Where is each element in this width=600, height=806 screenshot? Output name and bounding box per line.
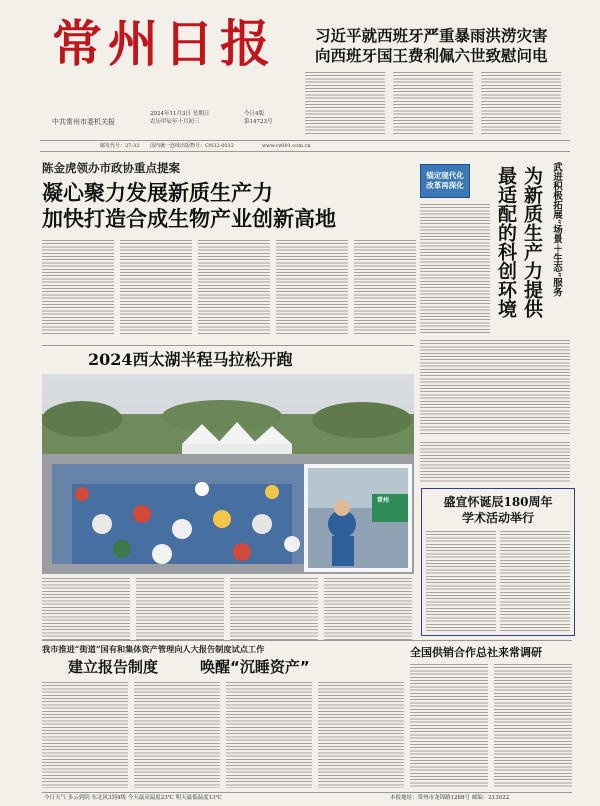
lead-kicker: 陈金虎领办市政协重点提案 (42, 161, 180, 175)
bottom-divider (42, 640, 572, 641)
photo-caption-1 (42, 578, 130, 640)
top-right-body-1 (305, 72, 385, 134)
lead-body-1 (42, 240, 114, 336)
masthead-divider-2 (40, 151, 570, 152)
boxed-headline-1: 盛宣怀诞辰180周年 (443, 495, 553, 509)
side-body-1 (420, 204, 490, 334)
footer-info: 本报地址：常州市龙锦路1288号 邮编：213022 (390, 795, 510, 801)
photo-headline: 2024西太湖半程马拉松开跑 (88, 350, 293, 369)
photo-top-rule (42, 345, 414, 346)
side-body-3 (420, 442, 570, 482)
boxed-headline-2: 学术活动举行 (461, 511, 534, 525)
photo-caption-2 (136, 578, 224, 640)
bottom-right-body-2 (494, 664, 572, 788)
side-headline-2: 最适配的科创环境 (495, 166, 517, 318)
top-right-headline-2: 向西班牙国王费利佩六世致慰问电 (315, 46, 548, 65)
footer-rule (42, 792, 572, 793)
bottom-right-headline: 全国供销合作总社来常调研 (410, 646, 542, 659)
bottom-left-body-2 (134, 682, 220, 788)
top-right-body-2 (393, 72, 473, 134)
top-right-body-3 (481, 72, 561, 134)
lunar-line: 农历甲辰年十月初三 (150, 119, 200, 125)
website: www.cz001.com.cn (262, 143, 311, 149)
side-tag (420, 164, 470, 198)
side-body-2 (420, 340, 570, 436)
edition: 今日4版 (244, 111, 264, 117)
photo-caption-4 (324, 578, 412, 640)
bottom-left-body-4 (318, 682, 404, 788)
bottom-left-headline-b: 唤醒“沉睡资产” (200, 658, 310, 676)
marathon-photo-graphic (42, 374, 414, 574)
boxed-body-2 (500, 531, 570, 631)
lead-body-3 (198, 240, 270, 336)
bottom-left-body-1 (42, 682, 128, 788)
lead-headline-1: 凝心聚力发展新质生产力 (42, 181, 273, 205)
marathon-photo (42, 374, 414, 574)
boxed-body-1 (426, 531, 496, 631)
side-tag-line-2: 改革再深化 (426, 181, 464, 190)
lead-body-4 (276, 240, 348, 336)
issue: 第14723号 (244, 119, 273, 125)
lead-body-5 (354, 240, 416, 336)
top-right-headline-1: 习近平就西班牙严重暴雨洪涝灾害 (315, 26, 548, 45)
footer-weather: 今日天气 多云到阴 东北风3到4级 今天最高温度23℃ 明天最低温度13℃ (44, 795, 222, 801)
cn-label: 国内统一连续出版物号：CN32-0012 (150, 143, 234, 149)
publisher: 中共常州市委机关报 (52, 118, 115, 126)
bottom-left-kicker: 我市推进“街道”国有和集体资产管理向人大报告制度试点工作 (42, 644, 265, 654)
boxed-story (421, 488, 575, 636)
bottom-right-body-1 (410, 664, 488, 788)
date-line: 2024年11月3日 星期日 (150, 111, 210, 117)
lead-body-2 (120, 240, 192, 336)
photo-caption-3 (230, 578, 318, 640)
lead-headline-2: 加快打造合成生物产业创新高地 (42, 207, 336, 231)
photo-inset-label: 常州 (377, 497, 390, 504)
bottom-left-body-3 (226, 682, 312, 788)
code-label: 邮发代号：27-32 (100, 143, 140, 149)
side-kicker: 武进积极拓展“场景＋生态”服务 (551, 162, 562, 297)
side-tag-line-1: 锚定现代化 (426, 171, 464, 180)
top-right-story (305, 22, 565, 138)
side-headline-1: 为新质生产力提供 (521, 166, 543, 318)
masthead-title: 常州日报 (52, 14, 276, 73)
bottom-left-headline-a: 建立报告制度 (68, 658, 159, 676)
masthead-divider (40, 140, 570, 141)
